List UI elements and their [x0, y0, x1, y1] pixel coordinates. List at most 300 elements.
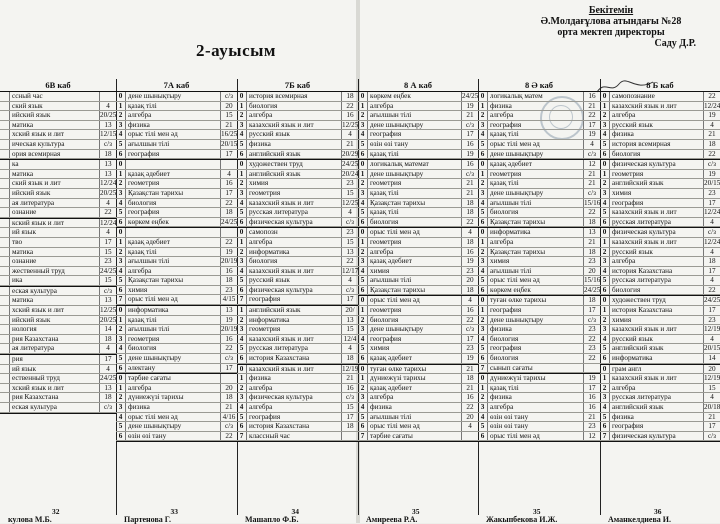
- room: 22: [461, 403, 478, 412]
- room: 17: [220, 189, 237, 198]
- teacher-name: кулова М.Б.: [8, 515, 52, 524]
- subject: ая литература: [12, 198, 55, 207]
- lesson-row: [478, 325, 600, 335]
- lesson-number: 5: [478, 344, 488, 353]
- room: 20: [220, 384, 237, 393]
- lesson-row: [0, 140, 116, 150]
- approval-line: Ә.Молдағұлова атындағы №28: [540, 16, 682, 27]
- room: 22: [461, 316, 478, 325]
- lesson-number: [0, 325, 10, 334]
- lesson-number: 5: [600, 208, 610, 217]
- lesson-row: [0, 199, 116, 209]
- lesson-row: [237, 374, 358, 384]
- room: 4: [461, 228, 478, 237]
- room: 23: [341, 179, 358, 188]
- room: 4: [99, 199, 116, 208]
- lesson-number: 0: [358, 92, 368, 101]
- room: 15/16: [584, 198, 600, 207]
- room: 18: [341, 92, 358, 101]
- room: 20/19: [221, 325, 237, 334]
- lesson-row: [478, 92, 600, 102]
- room: 16: [583, 403, 600, 412]
- subject: хский язык и лит: [12, 130, 65, 139]
- subject: русский язык: [612, 120, 653, 129]
- subject: дене шынықтыру: [370, 120, 424, 129]
- lesson-row: [600, 384, 720, 394]
- lesson-number: [0, 316, 10, 325]
- lesson-row: [600, 208, 720, 218]
- lesson-number: [0, 160, 10, 169]
- lesson-row: [0, 179, 116, 189]
- day-block: [0, 92, 116, 160]
- room: 24/25: [221, 217, 237, 226]
- lesson-row: [600, 335, 720, 345]
- room: 12/19: [704, 374, 720, 383]
- subject: русская литература: [249, 208, 308, 217]
- room: 12/25: [100, 306, 116, 315]
- room: 17: [461, 130, 478, 139]
- subject: ағылшын тілі: [370, 276, 412, 285]
- lesson-number: [0, 306, 10, 315]
- lesson-number: 1: [478, 170, 488, 179]
- subject: химия: [612, 188, 632, 197]
- lesson-row: [600, 189, 720, 199]
- subject: информатика: [249, 247, 290, 256]
- lesson-number: 0: [116, 374, 126, 383]
- room: 13: [341, 316, 358, 325]
- subject: география: [128, 149, 160, 158]
- subject: ссный час: [12, 92, 43, 100]
- day-block: [358, 296, 478, 364]
- subject: дене шынықтыру: [370, 169, 424, 178]
- lesson-number: 0: [600, 92, 610, 101]
- lesson-row: [237, 403, 358, 413]
- lesson-row: [478, 403, 600, 413]
- subject: физика: [490, 101, 512, 110]
- lesson-row: [358, 384, 478, 394]
- subject: самопозн: [249, 228, 278, 237]
- subject: еская культура: [12, 286, 57, 295]
- lesson-number: 5: [116, 354, 126, 363]
- lesson-number: 2: [600, 316, 610, 325]
- lesson-number: 6: [237, 422, 247, 431]
- lesson-row: [478, 286, 600, 296]
- lesson-number: 5: [237, 140, 247, 149]
- lesson-number: 6: [478, 354, 488, 363]
- subject: геометрия: [370, 237, 402, 246]
- lesson-row: [358, 306, 478, 316]
- subject: алгебра: [490, 237, 514, 246]
- lesson-row: [116, 325, 237, 335]
- subject: көркем еңбек: [370, 92, 411, 100]
- lesson-row: [600, 228, 720, 238]
- lesson-row: [358, 325, 478, 335]
- day-block: [358, 92, 478, 160]
- day-block: [600, 296, 720, 364]
- lesson-number: 0: [478, 296, 488, 305]
- room: 12/25: [342, 198, 358, 207]
- lesson-row: [358, 189, 478, 199]
- lesson-number: 3: [358, 189, 368, 198]
- subject: география: [249, 295, 281, 304]
- room: 17: [703, 306, 720, 315]
- subject: казахский язык и лит: [249, 266, 314, 275]
- class-column-8a: [358, 79, 479, 515]
- lesson-number: [0, 287, 10, 296]
- subject: дене шынықтыру: [128, 422, 182, 431]
- subject: география: [249, 412, 281, 421]
- lesson-row: [116, 130, 237, 140]
- lesson-number: 2: [358, 316, 368, 325]
- lesson-number: 4: [600, 267, 610, 276]
- lesson-row: [478, 150, 600, 160]
- subject: нология: [12, 325, 37, 334]
- lesson-row: [116, 403, 237, 413]
- subject: дене шынықтыру: [490, 149, 544, 158]
- lesson-row: [600, 140, 720, 150]
- subject: қазақ тілі: [128, 247, 157, 256]
- room: 16: [583, 393, 600, 402]
- lesson-number: 6: [237, 286, 247, 295]
- subject: русская литература: [612, 217, 671, 226]
- room: 15/16: [584, 276, 600, 285]
- subject: ая литература: [12, 344, 55, 353]
- room: 16: [341, 111, 358, 120]
- room: 24/25: [584, 285, 600, 294]
- lesson-number: 1: [358, 238, 368, 247]
- lesson-row: [478, 160, 600, 170]
- room: 4: [341, 344, 358, 353]
- subject: алгебра: [249, 383, 273, 392]
- day-block: [478, 374, 600, 442]
- room: 12/15: [100, 130, 116, 139]
- lesson-row: [0, 335, 116, 345]
- room: 15: [341, 403, 358, 412]
- room: 23: [99, 257, 116, 266]
- room: 12/17: [342, 266, 358, 275]
- lesson-number: [0, 335, 10, 344]
- subject: казахский язык и лит: [249, 364, 314, 373]
- lesson-number: [0, 276, 10, 285]
- room: 21: [583, 413, 600, 422]
- lesson-row: [358, 276, 478, 286]
- lesson-number: 7: [600, 432, 610, 441]
- subject: биология: [128, 344, 157, 353]
- subject: русский язык: [249, 130, 290, 139]
- room: 20/15: [704, 344, 720, 353]
- subject: орыс тілі мен әд: [128, 130, 178, 139]
- lesson-row: [237, 344, 358, 354]
- lesson-row: [600, 296, 720, 306]
- teacher-name: Амиреева Р.А.: [366, 515, 418, 524]
- subject: геометрия: [249, 325, 281, 334]
- lesson-number: [0, 140, 10, 149]
- day-block: [478, 296, 600, 374]
- teacher-name: Машапло Ф.Б.: [245, 515, 299, 524]
- room: 16: [461, 393, 478, 402]
- room: 14: [99, 325, 116, 334]
- room: 23: [583, 344, 600, 353]
- lesson-number: 4: [116, 267, 126, 276]
- lesson-row: [116, 218, 237, 228]
- lesson-number: 6: [358, 422, 368, 431]
- room: 4: [703, 393, 720, 402]
- lesson-number: 3: [478, 257, 488, 266]
- subject: казахский язык и лит: [249, 120, 314, 129]
- lesson-number: 2: [237, 316, 247, 325]
- lesson-number: 0: [237, 160, 247, 169]
- lesson-number: 7: [478, 364, 488, 373]
- room: 23: [341, 228, 358, 237]
- lesson-number: 2: [358, 179, 368, 188]
- room: 17: [703, 199, 720, 208]
- lesson-number: [0, 199, 10, 208]
- lesson-number: 0: [116, 92, 126, 101]
- lesson-row: [600, 121, 720, 131]
- room: 4/16: [220, 413, 237, 422]
- room: 13: [99, 296, 116, 305]
- lesson-row: [0, 276, 116, 286]
- subject: география: [370, 334, 402, 343]
- room: 20/19: [221, 257, 237, 266]
- room: 16: [220, 267, 237, 276]
- lesson-number: 3: [478, 121, 488, 130]
- room: 12: [583, 160, 600, 169]
- lesson-number: 6: [478, 150, 488, 159]
- room: 20/25: [100, 315, 116, 324]
- lesson-row: [478, 179, 600, 189]
- room: с/з: [220, 422, 237, 431]
- lesson-number: 3: [237, 325, 247, 334]
- room: 18: [461, 199, 478, 208]
- subject: история Казахстана: [612, 266, 673, 275]
- lesson-number: 4: [116, 413, 126, 422]
- subject: орыс тілі мен әд: [490, 431, 540, 440]
- room: 20/24: [342, 169, 358, 178]
- day-block: [116, 306, 237, 374]
- lesson-row: [600, 179, 720, 189]
- subject: өзін өзі тану: [490, 422, 529, 431]
- lesson-row: [358, 121, 478, 131]
- lesson-row: [237, 208, 358, 218]
- subject: биология: [612, 285, 641, 294]
- day-block: [478, 228, 600, 296]
- subject: казахский язык и лит: [612, 208, 677, 217]
- lesson-row: [358, 111, 478, 121]
- lesson-number: 4: [358, 130, 368, 139]
- room: 13: [99, 384, 116, 393]
- subject: информатика: [612, 354, 653, 363]
- lesson-row: [0, 150, 116, 160]
- lesson-row: [116, 267, 237, 277]
- lesson-number: 2: [358, 384, 368, 393]
- approval-line: Саду Д.Р.: [654, 38, 696, 49]
- subject: биология: [612, 149, 641, 158]
- lesson-number: 0: [478, 92, 488, 101]
- lesson-row: [478, 296, 600, 306]
- lesson-number: [0, 208, 10, 217]
- lesson-row: [600, 365, 720, 375]
- lesson-number: 3: [600, 257, 610, 266]
- room: с/з: [341, 218, 358, 227]
- room: 18: [703, 140, 720, 149]
- lesson-row: [237, 325, 358, 335]
- lesson-number: 2: [358, 111, 368, 120]
- lesson-number: 0: [600, 296, 610, 305]
- day-block: [358, 160, 478, 228]
- lesson-row: [0, 306, 116, 316]
- subject: Қазақстан тарихы: [128, 188, 184, 197]
- lesson-number: 2: [237, 179, 247, 188]
- room: 20: [583, 267, 600, 276]
- room: 16: [220, 179, 237, 188]
- subject: қазақ тілі: [490, 179, 519, 188]
- lesson-row: [358, 365, 478, 375]
- room: 17: [341, 295, 358, 304]
- lesson-row: [600, 393, 720, 403]
- room: 19: [461, 354, 478, 363]
- subject: химия: [612, 315, 632, 324]
- lesson-number: [0, 150, 10, 159]
- lesson-number: 5: [478, 140, 488, 149]
- room: 21: [220, 121, 237, 130]
- lesson-row: [478, 354, 600, 364]
- room: 21: [461, 365, 478, 374]
- room: 24/25: [100, 266, 116, 275]
- lesson-row: [116, 316, 237, 326]
- room: 20/: [341, 306, 358, 315]
- lesson-number: 1: [116, 238, 126, 247]
- room: 15: [341, 238, 358, 247]
- lesson-row: [358, 422, 478, 432]
- lesson-row: [358, 92, 478, 102]
- class-column-6v: [0, 79, 117, 515]
- subject: история Казахстана: [249, 354, 310, 363]
- lesson-row: [358, 413, 478, 423]
- lesson-number: [0, 189, 10, 198]
- lesson-row: [358, 267, 478, 277]
- lesson-row: [358, 296, 478, 306]
- room: 4: [461, 296, 478, 305]
- lesson-row: [0, 189, 116, 199]
- lesson-row: [600, 160, 720, 170]
- lesson-row: [478, 102, 600, 112]
- subject: сынып сағаты: [490, 363, 533, 372]
- subject: өзін өзі тану: [490, 412, 529, 421]
- lesson-row: [237, 130, 358, 140]
- subject: физика: [370, 403, 392, 411]
- lesson-number: 2: [237, 248, 247, 257]
- lesson-row: [478, 393, 600, 403]
- lesson-row: [600, 130, 720, 140]
- subject: ознание: [12, 208, 37, 217]
- lesson-row: [358, 432, 478, 442]
- lesson-row: [0, 130, 116, 140]
- room: 22: [341, 257, 358, 266]
- subject: дене шынықтыру: [490, 315, 544, 324]
- subject: география: [490, 306, 522, 315]
- lesson-row: [237, 413, 358, 423]
- lesson-row: [600, 403, 720, 413]
- room: 22: [703, 150, 720, 159]
- lesson-number: 4: [237, 335, 247, 344]
- subject: алгебра: [612, 257, 636, 266]
- lesson-row: [478, 228, 600, 238]
- lesson-row: [237, 179, 358, 189]
- subject: информатика: [128, 306, 169, 315]
- room: 4: [99, 344, 116, 353]
- lesson-row: [116, 160, 237, 170]
- lesson-row: [478, 364, 600, 374]
- lesson-row: [358, 403, 478, 413]
- subject: туған өлке тарихы: [490, 296, 547, 305]
- subject: физика: [249, 139, 271, 148]
- lesson-number: 4: [600, 335, 610, 344]
- lesson-number: [0, 344, 10, 353]
- lesson-row: [600, 286, 720, 296]
- lesson-number: 4: [116, 344, 126, 353]
- lesson-row: [116, 422, 237, 432]
- subject: Қазақстан тарихы: [370, 198, 426, 207]
- room: 17: [583, 384, 600, 393]
- lesson-number: [0, 257, 10, 266]
- lesson-number: 3: [237, 393, 247, 402]
- subject: рия Казахстана: [12, 334, 59, 343]
- subject: алгебра: [249, 237, 273, 246]
- subject: физическая культура: [249, 285, 313, 294]
- subject: алгебра: [249, 403, 273, 411]
- room: 13: [583, 228, 600, 237]
- lesson-row: [358, 218, 478, 228]
- lesson-number: 6: [358, 150, 368, 159]
- subject: физическая культура: [612, 228, 676, 237]
- lesson-row: [116, 295, 237, 305]
- lesson-row: [358, 102, 478, 112]
- room: 15: [341, 189, 358, 198]
- lesson-number: 5: [358, 140, 368, 149]
- lesson-row: [0, 170, 116, 180]
- lesson-number: 4: [358, 267, 368, 276]
- lesson-row: [237, 267, 358, 277]
- room: 18: [461, 208, 478, 217]
- room: 17: [220, 364, 237, 373]
- room: [220, 160, 237, 169]
- subject: дене шынықтыру: [128, 92, 182, 100]
- room: 20/18: [704, 403, 720, 411]
- room: 18: [220, 393, 237, 402]
- subject: Қазақстан тарихы: [490, 217, 546, 226]
- subject: самопознание: [612, 92, 655, 100]
- lesson-number: 1: [358, 102, 368, 111]
- lesson-number: 1: [116, 170, 126, 179]
- lesson-number: 6: [600, 218, 610, 227]
- lesson-number: 4: [478, 267, 488, 276]
- day-block: [358, 365, 478, 443]
- room: 21: [341, 374, 358, 383]
- room: 21: [703, 130, 720, 139]
- subject: английский язык: [249, 306, 301, 315]
- subject: қазақ әдебиет: [128, 169, 170, 178]
- lesson-row: [0, 316, 116, 326]
- subject: казахский язык и лит: [612, 101, 677, 110]
- lesson-number: 0: [358, 296, 368, 305]
- lesson-number: 5: [358, 413, 368, 422]
- subject: английский язык: [612, 344, 664, 353]
- lesson-number: 5: [478, 422, 488, 431]
- subject: ий язык: [12, 228, 36, 237]
- lesson-row: [116, 413, 237, 423]
- lesson-number: 4: [600, 199, 610, 208]
